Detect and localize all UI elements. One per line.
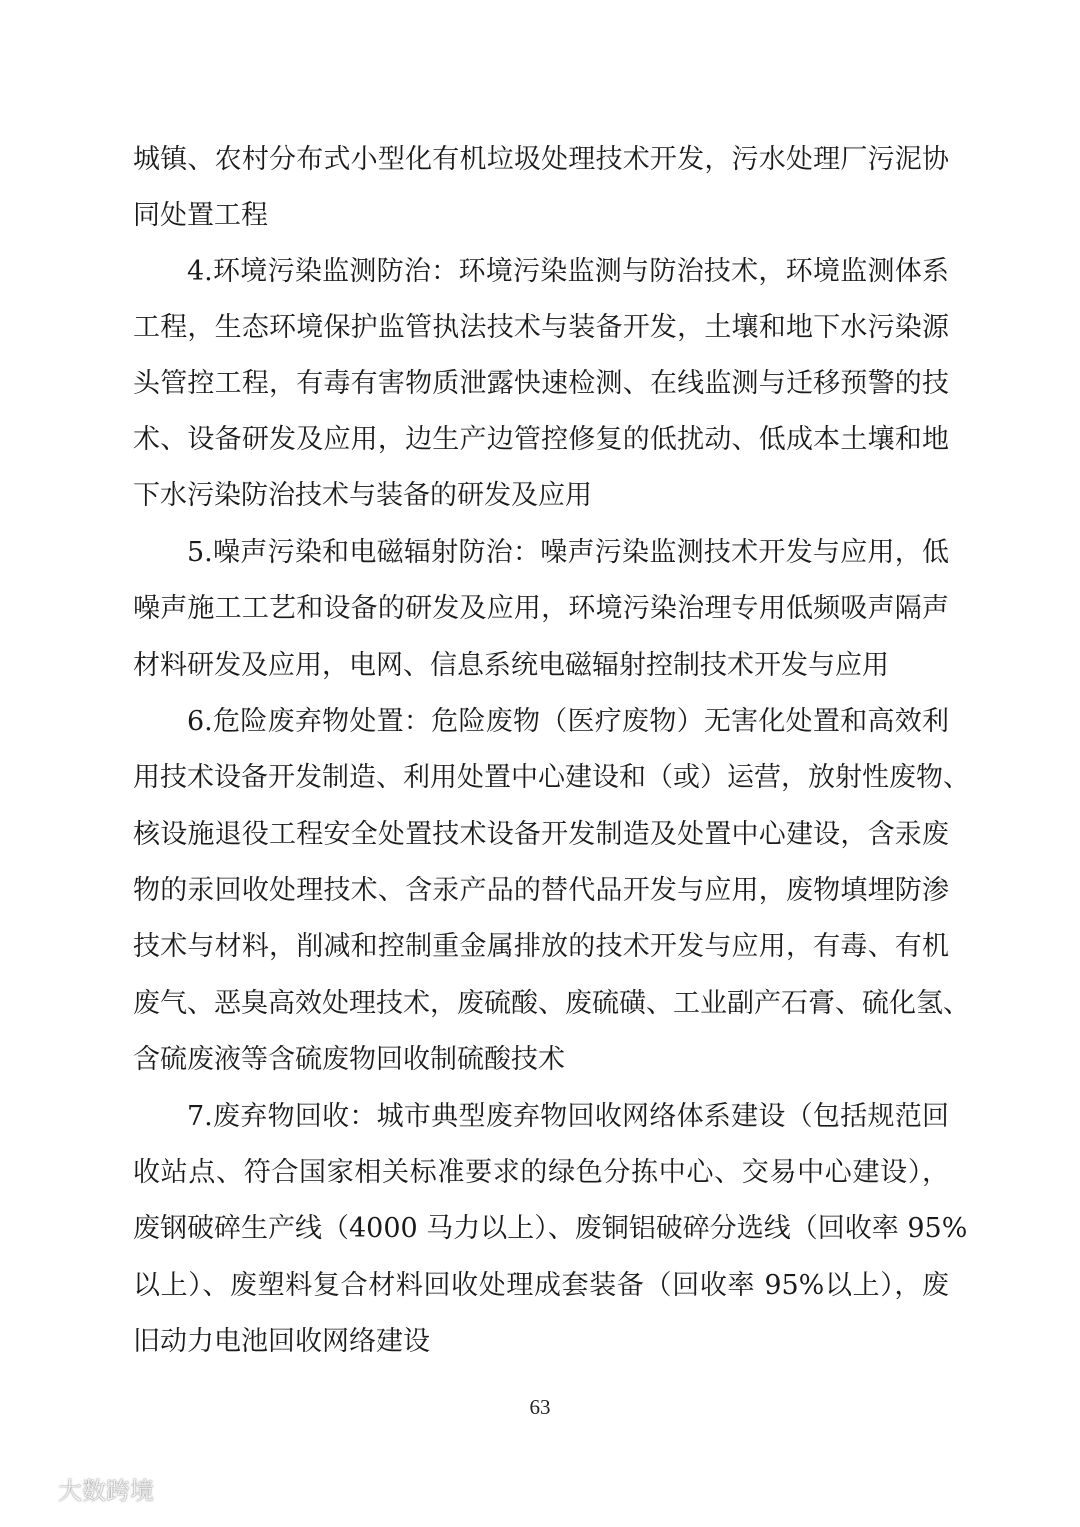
weibo-logo-icon [8,1474,52,1502]
paragraph-line: 同处置工程 [133,200,268,231]
paragraph-line: 废气、恶臭高效处理技术，废硫酸、废硫磺、工业副产石膏、硫化氢、 [133,988,970,1019]
paragraph-line: 含硫废液等含硫废物回收制硫酸技术 [133,1044,565,1075]
paragraph-line: 材料研发及应用，电网、信息系统电磁辐射控制技术开发与应用 [133,650,889,681]
watermark-text: 大数跨境 [58,1476,154,1505]
page-number: 63 [529,1395,551,1419]
paragraph-line: 废钢破碎生产线（4000 马力以上）、废铜铝破碎分选线（回收率 95% [133,1213,968,1244]
paragraph-line: 噪声施工工艺和设备的研发及应用，环境污染治理专用低频吸声隔声 [133,593,949,624]
paragraph-line: 下水污染防治技术与装备的研发及应用 [133,480,592,511]
paragraph-line: 物的汞回收处理技术、含汞产品的替代品开发与应用，废物填埋防渗 [133,875,949,906]
paragraph-line: 城镇、农村分布式小型化有机垃圾处理技术开发，污水处理厂污泥协 [133,144,949,175]
paragraph-line: 头管控工程，有毒有害物质泄露快速检测、在线监测与迁移预警的技 [133,368,949,399]
paragraph-line: 用技术设备开发制造、利用处置中心建设和（或）运营，放射性废物、 [133,762,970,793]
paragraph-line: 工程，生态环境保护监管执法技术与装备开发，土壤和地下水污染源 [133,312,949,343]
paragraph-line: 旧动力电池回收网络建设 [133,1326,430,1357]
paragraph-line: 核设施退役工程安全处置技术设备开发制造及处置中心建设，含汞废 [133,819,949,850]
paragraph-line: 6.危险废弃物处置：危险废物（医疗废物）无害化处置和高效利 [187,706,949,737]
paragraph-line: 术、设备研发及应用，边生产边管控修复的低扰动、低成本土壤和地 [133,424,949,455]
paragraph-line: 7.废弃物回收：城市典型废弃物回收网络体系建设（包括规范回 [187,1101,949,1132]
paragraph-line: 收站点、符合国家相关标准要求的绿色分拣中心、交易中心建设）， [133,1157,949,1188]
watermark [8,1468,154,1508]
paragraph-line: 5.噪声污染和电磁辐射防治：噪声污染监测技术开发与应用，低 [187,537,949,568]
paragraph-line: 4.环境污染监测防治：环境污染监测与防治技术，环境监测体系 [187,256,949,287]
paragraph-line: 技术与材料，削减和控制重金属排放的技术开发与应用，有毒、有机 [133,931,949,962]
paragraph-line: 以上）、废塑料复合材料回收处理成套装备（回收率 95%以上），废 [133,1270,949,1301]
